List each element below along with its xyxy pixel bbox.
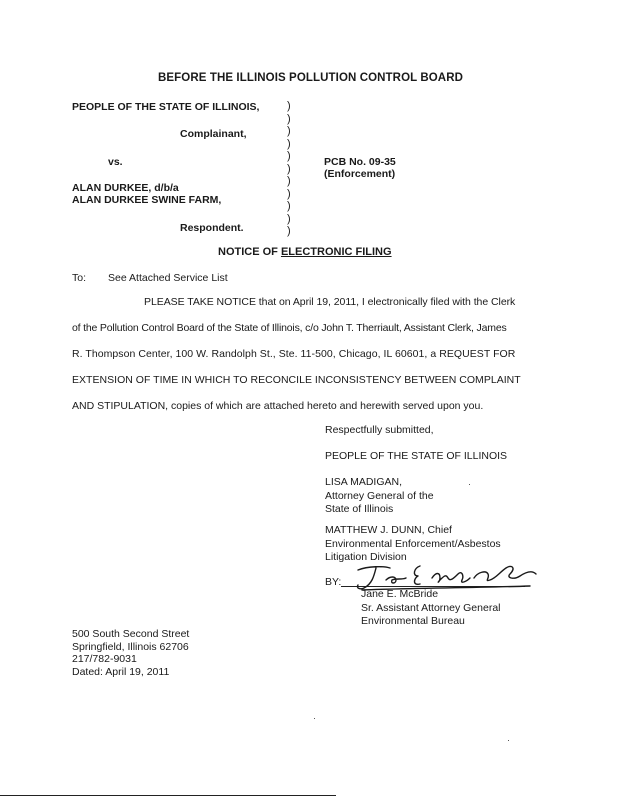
caption-defendant-line1: ALAN DURKEE, d/b/a	[72, 182, 179, 194]
notice-heading-prefix: NOTICE OF	[218, 246, 281, 258]
paren: )	[287, 187, 291, 200]
case-number: PCB No. 09-35	[324, 156, 396, 168]
signer-bureau: Environmental Bureau	[361, 615, 465, 627]
caption-versus: vs.	[108, 156, 123, 168]
signer-name: Jane E. McBride	[361, 588, 439, 600]
attorney-general-block	[325, 476, 434, 517]
address-dated: Dated: April 19, 2011	[72, 665, 170, 678]
paren: )	[287, 162, 291, 175]
notice-paragraph-line: of the Pollution Control Board of the State of Illinois, c/o John T. Therriault, Assistant Clerk, James	[72, 322, 507, 334]
case-type: (Enforcement)	[324, 168, 396, 180]
address-block	[72, 628, 189, 678]
notice-paragraph-line: PLEASE TAKE NOTICE that on April 19, 2011, I electronically filed with the Clerk	[144, 296, 516, 308]
caption-plaintiff: PEOPLE OF THE STATE OF ILLINOIS,	[72, 101, 260, 113]
notice-paragraph-line: EXTENSION OF TIME IN WHICH TO RECONCILE INCONSISTENCY BETWEEN COMPLAINT	[72, 374, 521, 386]
scan-speck	[469, 484, 470, 485]
paren: )	[287, 212, 291, 225]
notice-paragraph-line: AND STIPULATION, copies of which are attached hereto and herewith served upon you.	[72, 400, 484, 412]
chief-name: MATTHEW J. DUNN, Chief	[325, 524, 452, 536]
address-phone: 217/782-9031	[72, 653, 137, 665]
notice-paragraph-line: R. Thompson Center, 100 W. Randolph St., Ste. 11-500, Chicago, IL 60601, a REQUEST FOR	[72, 348, 516, 360]
paren: )	[287, 200, 291, 212]
paren: )	[287, 125, 291, 137]
to-label: To:	[72, 272, 87, 284]
closing: Respectfully submitted,	[325, 424, 434, 436]
footer-rule	[0, 795, 336, 796]
signing-party: PEOPLE OF THE STATE OF ILLINOIS	[325, 450, 508, 462]
caption-defendant-role: Respondent.	[180, 222, 244, 234]
notice-heading	[218, 246, 392, 258]
scan-speck	[508, 740, 509, 741]
document-title: BEFORE THE ILLINOIS POLLUTION CONTROL BOARD	[158, 72, 464, 84]
paren: )	[287, 225, 291, 237]
ag-state: State of Illinois	[325, 503, 394, 515]
notice-heading-underlined: ELECTRONIC FILING	[280, 246, 392, 258]
caption-plaintiff-role: Complainant,	[180, 128, 247, 140]
paren: )	[287, 175, 291, 187]
caption-defendant-line2: ALAN DURKEE SWINE FARM,	[72, 194, 222, 206]
chief-division-cont: Litigation Division	[325, 551, 407, 563]
ag-name: LISA MADIGAN,	[325, 476, 403, 488]
caption-paren-column	[287, 100, 291, 238]
signer-block	[361, 588, 501, 629]
address-street: 500 South Second Street	[72, 628, 190, 640]
scan-speck	[314, 718, 315, 719]
signer-title: Sr. Assistant Attorney General	[361, 601, 501, 614]
paren: )	[287, 100, 291, 112]
paren: )	[287, 150, 291, 162]
ag-title: Attorney General of the	[325, 489, 434, 502]
paren: )	[287, 112, 291, 125]
by-label: BY:	[325, 576, 342, 588]
chief-division: Environmental Enforcement/Asbestos	[325, 537, 501, 550]
address-city: Springfield, Illinois 62706	[72, 640, 189, 653]
paren: )	[287, 137, 291, 150]
to-value: See Attached Service List	[108, 272, 228, 284]
